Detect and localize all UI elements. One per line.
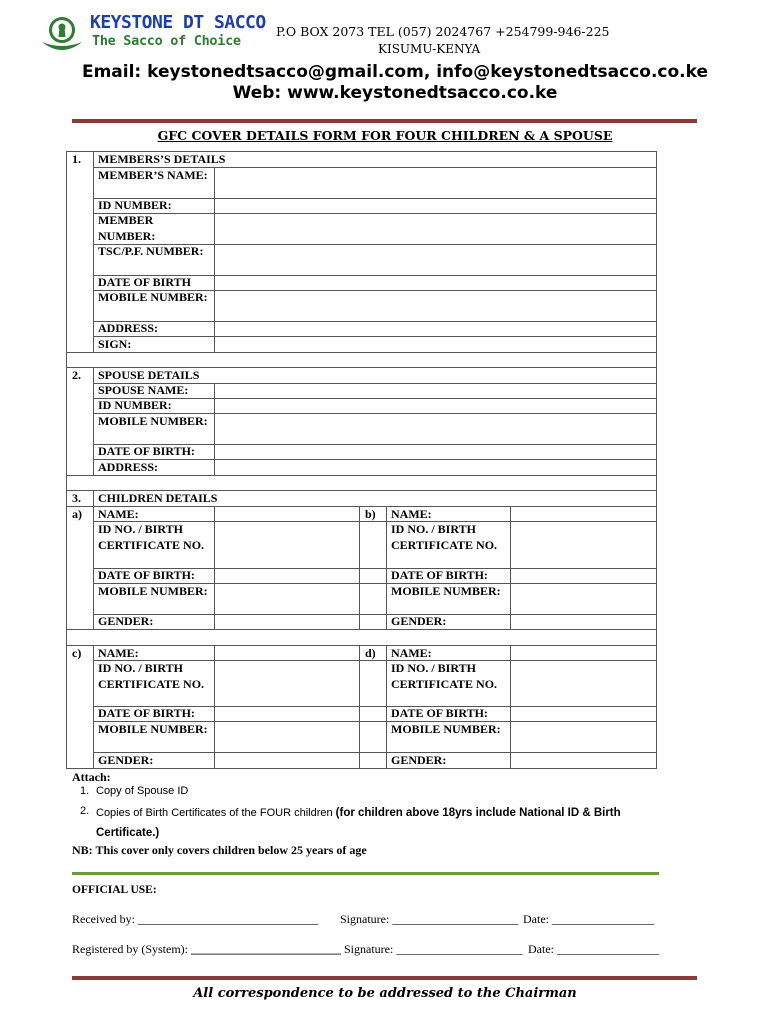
mobile-number-field[interactable] <box>215 291 656 321</box>
child-a-mobile-label: MOBILE NUMBER: <box>98 584 208 598</box>
child-a-gender-label: GENDER: <box>98 614 154 628</box>
attach-item-spouse-id <box>96 785 188 797</box>
nb-note: NB: This cover only covers children below 25 years of age <box>72 843 367 857</box>
spouse-id-field[interactable] <box>215 399 656 413</box>
tsc-number-field[interactable] <box>215 245 656 275</box>
attach-item-number: 2. <box>80 805 90 817</box>
address-line-1: P.O BOX 2073 TEL (057) 2024767 +254799-946-225 <box>276 24 610 39</box>
grid-line <box>359 645 360 768</box>
child-c-name-label: NAME: <box>98 646 139 660</box>
address-field[interactable] <box>215 322 656 336</box>
child-letter-b: b) <box>365 507 376 521</box>
child-letter-c: c) <box>72 646 82 660</box>
brand-tagline: The Sacco of Choice <box>92 33 241 49</box>
child-b-id-label: ID NO. / BIRTH CERTIFICATE NO. <box>391 522 498 552</box>
child-b-dob-label: DATE OF BIRTH: <box>391 568 488 582</box>
child-d-gender-label: GENDER: <box>391 753 447 767</box>
member-number-label: MEMBER NUMBER: <box>98 213 156 243</box>
attach-item-text: Copy of Spouse ID <box>96 785 189 797</box>
attach-item-number: 1. <box>80 785 90 797</box>
child-c-dob-label: DATE OF BIRTH: <box>98 706 195 720</box>
spouse-mobile-field[interactable] <box>215 414 656 444</box>
attach-heading: Attach: <box>72 770 111 784</box>
keyhole-logo-icon <box>38 14 86 54</box>
child-c-mobile-label: MOBILE NUMBER: <box>98 722 208 736</box>
grid-line <box>66 151 67 768</box>
child-a-name-label: NAME: <box>98 507 139 521</box>
grid-line <box>386 645 387 768</box>
attach-item-text: Copies of Birth Certificates of the FOUR children <box>96 807 336 819</box>
grid-line <box>66 352 657 353</box>
date-line-2[interactable]: Date: _________________ <box>528 942 659 956</box>
member-name-label: MEMBER’S NAME: <box>98 168 208 182</box>
brand-name: KEYSTONE DT SACCO <box>90 12 266 33</box>
child-letter-d: d) <box>365 646 376 660</box>
date-of-birth-field[interactable] <box>215 276 656 290</box>
spouse-dob-field[interactable] <box>215 445 656 459</box>
child-b-mobile-label: MOBILE NUMBER: <box>391 584 501 598</box>
child-letter-a: a) <box>72 507 82 521</box>
registered-by-blank: _________________________ <box>190 942 341 956</box>
section-number: 1. <box>72 152 81 166</box>
date-line-1[interactable]: Date: _________________ <box>523 912 654 926</box>
email-line: Email: keystonedtsacco@gmail.com, info@keystonedtsacco.co.ke <box>81 62 708 82</box>
signature-line-1[interactable]: Signature: _____________________ <box>340 912 519 926</box>
address-line-2: KISUMU-KENYA <box>378 42 481 56</box>
grid-line <box>66 629 657 630</box>
footer-divider <box>72 976 697 980</box>
signature-line-2[interactable]: Signature: _____________________ <box>344 942 523 956</box>
spouse-dob-label: DATE OF BIRTH: <box>98 444 195 458</box>
registered-by-line[interactable] <box>72 942 341 957</box>
spouse-name-label: SPOUSE NAME: <box>98 383 189 397</box>
child-a-dob-label: DATE OF BIRTH: <box>98 568 195 582</box>
child-c-gender-label: GENDER: <box>98 753 154 767</box>
grid-line <box>93 645 94 768</box>
registered-by-label: Registered by (System): <box>72 942 191 956</box>
child-c-id-label: ID NO. / BIRTH CERTIFICATE NO. <box>98 661 205 691</box>
child-d-name-label: NAME: <box>391 646 432 660</box>
member-name-field[interactable] <box>215 168 656 198</box>
grid-line <box>93 490 94 629</box>
child-b-fields[interactable] <box>511 507 656 629</box>
spouse-address-label: ADDRESS: <box>98 460 159 474</box>
spouse-address-field[interactable] <box>215 460 656 475</box>
children-details-heading: CHILDREN DETAILS <box>98 491 218 505</box>
spouse-name-field[interactable] <box>215 384 656 398</box>
grid-line <box>359 506 360 629</box>
member-number-field[interactable] <box>215 214 656 244</box>
child-b-gender-label: GENDER: <box>391 614 447 628</box>
section-number: 3. <box>72 491 81 505</box>
form-title: GFC COVER DETAILS FORM FOR FOUR CHILDREN & A SPOUSE <box>157 128 613 143</box>
grid-line <box>93 151 94 352</box>
attach-item-note: (for children above 18yrs include National ID & Birth Certificate.) <box>96 807 621 839</box>
id-number-field[interactable] <box>215 199 656 213</box>
header-divider <box>72 119 697 123</box>
sign-field[interactable] <box>215 337 656 352</box>
sign-label: SIGN: <box>98 337 132 351</box>
id-number-label: ID NUMBER: <box>98 198 172 212</box>
child-d-dob-label: DATE OF BIRTH: <box>391 706 488 720</box>
spouse-details-heading: SPOUSE DETAILS <box>98 368 200 382</box>
members-details-heading: MEMBERS’S DETAILS <box>98 152 226 166</box>
child-a-id-label: ID NO. / BIRTH CERTIFICATE NO. <box>98 522 205 552</box>
child-d-id-label: ID NO. / BIRTH CERTIFICATE NO. <box>391 661 498 691</box>
date-of-birth-label: DATE OF BIRTH <box>98 275 191 289</box>
child-d-mobile-label: MOBILE NUMBER: <box>391 722 501 736</box>
child-a-fields[interactable] <box>215 507 359 629</box>
received-by-line[interactable]: Received by: ______________________________ <box>72 912 318 926</box>
child-d-fields[interactable] <box>511 646 656 768</box>
mobile-number-label: MOBILE NUMBER: <box>98 290 208 304</box>
web-line: Web: www.keystonedtsacco.co.ke <box>232 83 558 103</box>
attach-item-birth-certificates <box>96 803 676 843</box>
grid-line <box>93 367 94 475</box>
spouse-mobile-label: MOBILE NUMBER: <box>98 414 208 428</box>
address-label: ADDRESS: <box>98 321 159 335</box>
child-c-fields[interactable] <box>215 646 359 768</box>
child-b-name-label: NAME: <box>391 507 432 521</box>
grid-line <box>386 506 387 629</box>
footer-note: All correspondence to be addressed to the Chairman <box>193 986 577 1001</box>
grid-line <box>66 768 657 769</box>
official-divider <box>72 872 659 875</box>
tsc-number-label: TSC/P.F. NUMBER: <box>98 244 204 258</box>
grid-line <box>656 151 657 768</box>
spouse-id-label: ID NUMBER: <box>98 398 172 412</box>
section-number: 2. <box>72 368 81 382</box>
official-use-heading: OFFICIAL USE: <box>72 884 157 896</box>
